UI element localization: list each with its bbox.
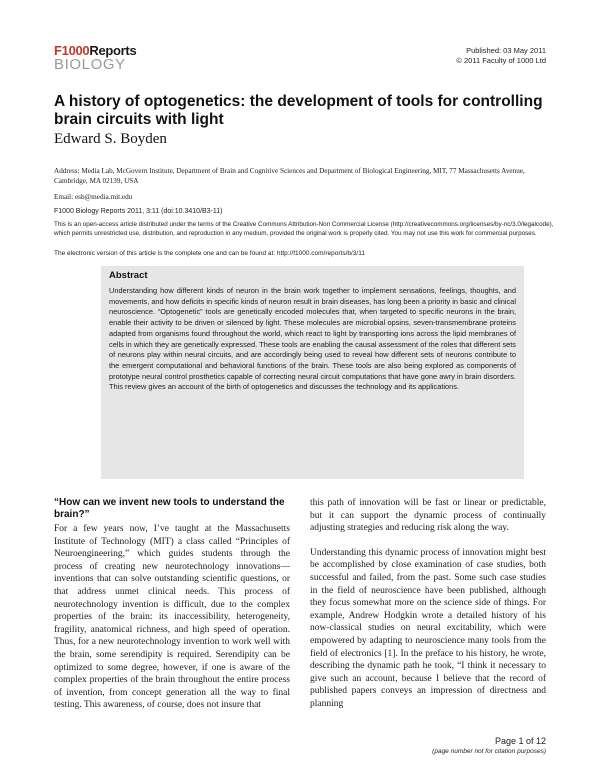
author-email: Email: esb@media.mit.edu	[54, 193, 133, 201]
section-heading: “How can we invent new tools to understand the brain?”	[54, 497, 285, 520]
page-number: Page 1 of 12	[494, 736, 546, 746]
body-paragraph: this path of innovation will be fast or linear or predictable, but it can support the dynamic process of continually adjusting strategies and reducing risk along the way.	[310, 498, 546, 534]
logo-f1000: F1000	[54, 43, 90, 58]
body-column-left	[54, 497, 290, 724]
copyright: © 2011 Faculty of 1000 Ltd	[456, 56, 546, 65]
citation: F1000 Biology Reports 2011, 3:11 (doi:10.3410/B3-11)	[54, 208, 223, 215]
journal-logo	[54, 44, 136, 72]
abstract-text: Understanding how different kinds of neuron in the brain work together to implement sensations, feelings, thoughts, and movements, and how deficits in specific kinds of neuron result in brain diseases, has long been a priority in basic and clinical neuroscience. “Optogenetic” tools are genetically encoded molecules that, when targeted to specific neurons in the brain, enable their activity to be driven or silenced by light. These molecules are microbial opsins, seven-transmembrane proteins adapted from organisms found throughout the world, which react to light by transporting ions across the lipid membranes of cells in which they are genetically expressed. These tools are enabling the causal assessment of the roles that different sets of neurons play within neural circuits, and are accordingly being used to reveal how different sets of neurons contribute to the emergent computational and behavioral functions of the brain. These tools are also being explored as components of prototype neural control prosthetics capable of correcting neural circuit computations that have gone awry in brain disorders. This review gives an account of the birth of optogenetics and discusses the technology and its applications.	[109, 286, 516, 392]
body-paragraph: Understanding this dynamic process of innovation might best be accomplished by close examination of case studies, both successful and failed, from the past. Some such case studies in the field of neuroscience have been published, although they focus somewhat more on the science side of things. For example, Andrew Hodgkin wrote a detailed history of his now-classical studies on neural excitability, which were empowered by adapting to neuroscience many tools from the field of electronics [1]. In the preface to his history, he wrote, describing the dynamic path he took, “I think it necessary to give such an account, because I believe that the record of published papers conveys an impression of directness and planning	[310, 547, 546, 709]
electronic-version-note: The electronic version of this article is the complete one and can be found at: http://f1000.com/reports/b/3/11	[54, 250, 365, 257]
article-title: A history of optogenetics: the development of tools for controlling brain circuits with light	[54, 93, 543, 128]
logo-subtitle: BIOLOGY	[54, 56, 126, 73]
body-column-right	[310, 497, 546, 723]
author-name: Edward S. Boyden	[54, 131, 167, 147]
publication-info	[456, 46, 546, 66]
body-paragraph: For a few years now, I’ve taught at the Massachusetts Institute of Technology (MIT) a class called “Principles of Neuroengineering,” which guides students through the process of creating new neurotechnology innovations—inventions that can solve outstanding scientific questions, or that address unmet clinical needs. This process of neurotechnology invention is difficult, due to the complex properties of the brain: its inaccessibility, heterogeneity, fragility, anatomical richness, and high speed of operation. Thus, for a new neurotechnology invention to work well with the brain, some serendipity is required. Serendipity can be optimized to some degree, however, if one is aware of the complex properties of the brain throughout the entire process of invention, from concept generation all the way to final testing. This awareness, of course, does not insure that	[54, 524, 290, 711]
logo-reports: Reports	[89, 43, 137, 58]
abstract-box	[101, 266, 524, 479]
license-text: This is an open-access article distributed under the terms of the Creative Commons Attribution-Non Commercial License (http://creativecommons.org/licenses/by-nc/3.0/legalcode), which permits unrestricted use, distribution, and reproduction in any medium, provided the original work is properly cited. You may not use this work for commercial purposes.	[54, 221, 554, 237]
author-address: Address: Media Lab, McGovern Institute, Department of Brain and Cognitive Sciences and Department of Biological Engineering, MIT, 77 Massachusetts Avenue, Cambridge, MA 02139, USA	[54, 167, 525, 185]
abstract-heading: Abstract	[109, 270, 148, 281]
published-date: Published: 03 May 2011	[466, 46, 546, 55]
page-number-note: (page number not for citation purposes)	[432, 748, 546, 755]
